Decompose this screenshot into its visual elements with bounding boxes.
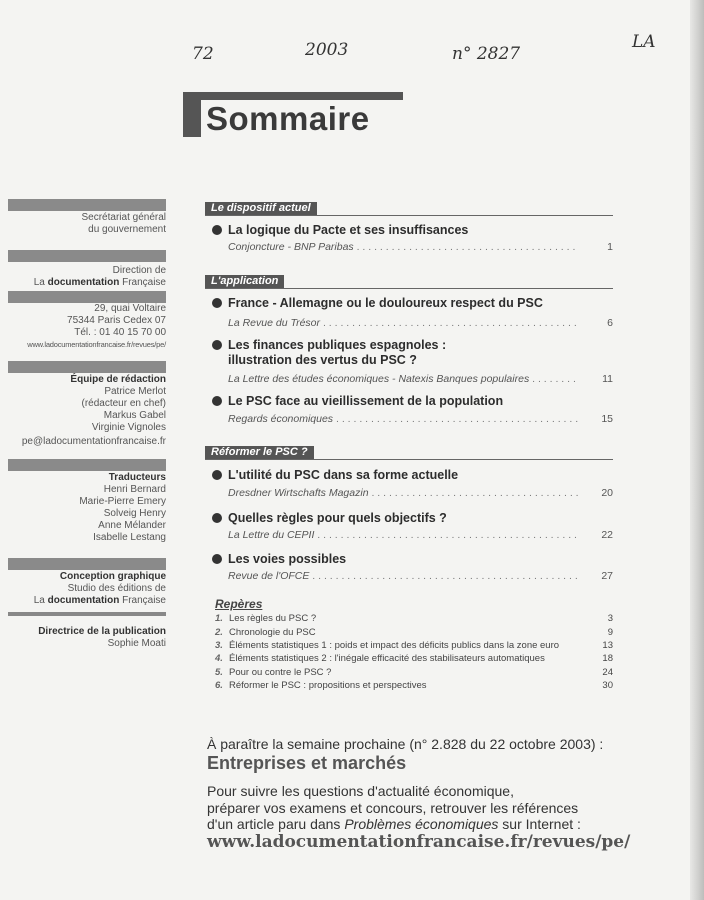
bullet-icon [212, 396, 222, 406]
promo-line: Pour suivre les questions d'actualité économique, [207, 783, 514, 799]
promo-line: préparer vos examens et concours, retrouver les références [207, 800, 579, 816]
design-heading: Conception graphique [59, 571, 166, 582]
design-credit: La documentation Française [33, 595, 166, 606]
translators-heading: Traducteurs [108, 472, 166, 483]
sidebar-publisher-name: La documentation Française [33, 277, 166, 288]
reperes-item[interactable]: 6. Réformer le PSC : propositions et perspectives 30 [215, 680, 613, 691]
translator: Anne Mélander [98, 520, 166, 531]
address-line: 75344 Paris Cedex 07 [67, 315, 166, 326]
sidebar-translators [8, 472, 166, 544]
sidebar-org [8, 212, 166, 236]
article-source: La Lettre des études économiques - Natexis Banques populaires . . . [228, 373, 578, 385]
article-page: 11 [602, 373, 613, 385]
article-source: La Lettre du CEPII . . . [228, 529, 578, 541]
sidebar-divider [8, 459, 166, 471]
article-source: Conjoncture - BNP Paribas . . . [228, 241, 578, 253]
sidebar-design [8, 571, 166, 607]
article-page: 6 [607, 317, 613, 329]
article-title[interactable]: France - Allemagne ou le douloureux respect du PSC [212, 296, 543, 311]
article-page: 22 [601, 529, 613, 541]
sidebar-publisher-line: Direction de [112, 265, 166, 276]
bullet-icon [212, 470, 222, 480]
bullet-icon [212, 513, 222, 523]
next-issue-announcement: À paraître la semaine prochaine (n° 2.828 du 22 octobre 2003) : [207, 736, 604, 752]
sidebar-divider [8, 250, 166, 262]
translator: Isabelle Lestang [93, 532, 166, 543]
sidebar-director [8, 626, 166, 650]
section-rule [205, 215, 613, 216]
sidebar-divider [8, 612, 166, 616]
handwritten-note-la: LA [632, 32, 656, 52]
article-source: La Revue du Trésor . . . [228, 317, 578, 329]
handwritten-note-72: 72 [192, 44, 214, 64]
team-member: Virginie Vignoles [91, 422, 166, 433]
sidebar-divider [8, 291, 166, 303]
sidebar-divider [8, 199, 166, 211]
reperes-item[interactable]: 3. Éléments statistiques 1 : poids et impact des déficits publics dans la zone euro 13 [215, 640, 613, 651]
section-header-reformer: Réformer le PSC ? [205, 446, 314, 459]
sidebar-org-line: du gouvernement [88, 224, 166, 235]
translator: Marie-Pierre Emery [79, 496, 166, 507]
team-member: Patrice Merlot [104, 386, 166, 397]
section-rule [205, 459, 613, 460]
article-source: Dresdner Wirtschafts Magazin . . . [228, 487, 578, 499]
director-name: Sophie Moati [107, 638, 166, 649]
page-edge-shadow [690, 0, 704, 900]
article-title[interactable]: Le PSC face au vieillissement de la population [212, 394, 503, 409]
translator: Solveig Henry [103, 508, 166, 519]
article-source: Revue de l'OFCE . . . [228, 570, 578, 582]
article-title[interactable]: L'utilité du PSC dans sa forme actuelle [212, 468, 458, 483]
article-page: 20 [601, 487, 613, 499]
reperes-heading: Repères [215, 597, 263, 611]
article-title[interactable]: Les voies possibles [212, 552, 346, 567]
section-header-dispositif: Le dispositif actuel [205, 202, 317, 215]
director-heading: Directrice de la publication [38, 626, 166, 637]
sidebar-org-line: Secrétariat général [81, 212, 166, 223]
section-rule [205, 288, 613, 289]
footer-website-link[interactable]: www.ladocumentationfrancaise.fr/revues/pe/ [207, 832, 631, 852]
article-page: 15 [601, 413, 613, 425]
bullet-icon [212, 340, 222, 350]
address-line: 29, quai Voltaire [94, 303, 166, 314]
sidebar-address [8, 303, 166, 351]
title-bar [183, 92, 403, 100]
reperes-item[interactable]: 5. Pour ou contre le PSC ? 24 [215, 667, 613, 678]
bullet-icon [212, 225, 222, 235]
article-title[interactable]: Les finances publiques espagnoles : illustration des vertus du PSC ? [212, 338, 446, 368]
reperes-item[interactable]: 1. Les règles du PSC ? 3 [215, 613, 613, 624]
handwritten-note-year: 2003 [305, 40, 349, 60]
website-link[interactable]: www.ladocumentationfrancaise.fr/revues/pe/ [27, 340, 166, 349]
sidebar-divider [8, 558, 166, 570]
section-header-application: L'application [205, 275, 284, 288]
phone-number: Tél. : 01 40 15 70 00 [74, 327, 166, 338]
next-issue-title: Entreprises et marchés [207, 753, 407, 773]
team-member: Markus Gabel [103, 410, 166, 421]
design-credit: Studio des éditions de [67, 583, 166, 594]
title-side-block [183, 100, 201, 137]
article-page: 1 [607, 241, 613, 253]
sidebar-publisher [8, 265, 166, 289]
contact-email[interactable]: pe@ladocumentationfrancaise.fr [21, 436, 166, 447]
page-title: Sommaire [206, 100, 370, 137]
article-title[interactable]: Quelles règles pour quels objectifs ? [212, 511, 447, 526]
article-page: 27 [601, 570, 613, 582]
team-member-role: (rédacteur en chef) [81, 398, 166, 409]
sidebar-team [8, 374, 166, 434]
handwritten-note-issue: n° 2827 [452, 44, 521, 64]
team-heading: Équipe de rédaction [70, 374, 166, 385]
reperes-item[interactable]: 2. Chronologie du PSC 9 [215, 627, 613, 638]
promo-line: d'un article paru dans Problèmes économiques sur Internet : [207, 816, 581, 832]
bullet-icon [212, 554, 222, 564]
translator: Henri Bernard [103, 484, 166, 495]
article-title[interactable]: La logique du Pacte et ses insuffisances [212, 223, 468, 238]
sidebar-divider [8, 361, 166, 373]
reperes-item[interactable]: 4. Éléments statistiques 2 : l'inégale efficacité des stabilisateurs automatiques 18 [215, 653, 613, 664]
article-source: Regards économiques . . . [228, 413, 578, 425]
bullet-icon [212, 298, 222, 308]
